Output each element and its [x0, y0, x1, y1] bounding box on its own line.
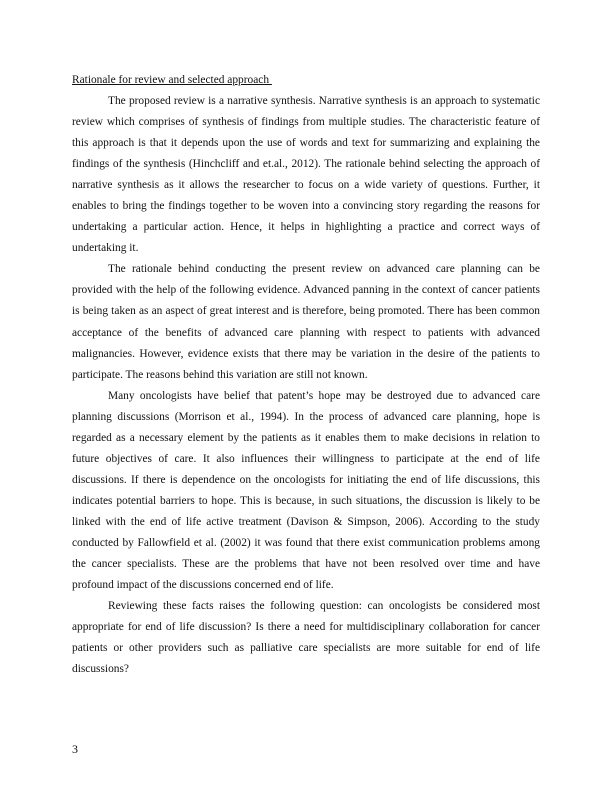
page-content: [72, 70, 540, 680]
paragraph-advanced-care-rationale: The rationale behind conducting the present review on advanced care planning can be provided with the help of the following evidence. Advanced panning in the context of cancer patients is being taken as an aspect of great interest and is therefore, being promoted. There has been common acceptance of the benefits of advanced care planning with respect to patients with advanced malignancies. However, evidence exists that there may be variation in the desire of the patients to participate. The reasons behind this variation are still not known.: [72, 263, 540, 381]
section-heading: Rationale for review and selected approach: [72, 74, 272, 86]
paragraph-narrative-synthesis: The proposed review is a narrative synthesis. Narrative synthesis is an approach to systematic review which comprises of synthesis of findings from multiple studies. The characteristic feature of this approach is that it depends upon the use of words and text for summarizing and explaining the findings of the synthesis (Hinchcliff and et.al., 2012). The rationale behind selecting the approach of narrative synthesis as it allows the researcher to focus on a wide variety of questions. Further, it enables to bring the findings together to be woven into a convincing story regarding the reasons for undertaking a particular action. Hence, it helps in highlighting a practice and correct ways of undertaking it.: [72, 95, 540, 255]
paragraph-review-question: Reviewing these facts raises the following question: can oncologists be considered most appropriate for end of life discussion? Is there a need for multidisciplinary collaboration for cancer patients or other providers such as palliative care specialists are more suitable for end of life discussions?: [72, 600, 540, 676]
page-number: 3: [72, 742, 78, 756]
paragraph-oncologists-hope: Many oncologists have belief that patent’s hope may be destroyed due to advanced care planning discussions (Morrison et al., 1994). In the process of advanced care planning, hope is regarded as a necessary element by the patients as it enables them to make decisions in relation to future objectives of care. It also influences their willingness to participate at the end of life discussions. If there is dependence on the oncologists for initiating the end of life discussions, this indicates potential barriers to hope. This is because, in such situations, the discussion is likely to be linked with the end of life active treatment (Davison & Simpson, 2006). According to the study conducted by Fallowfield et al. (2002) it was found that there exist communication problems among the cancer specialists. These are the problems that have not been resolved over time and have profound impact of the discussions concerned end of life.: [72, 389, 540, 592]
